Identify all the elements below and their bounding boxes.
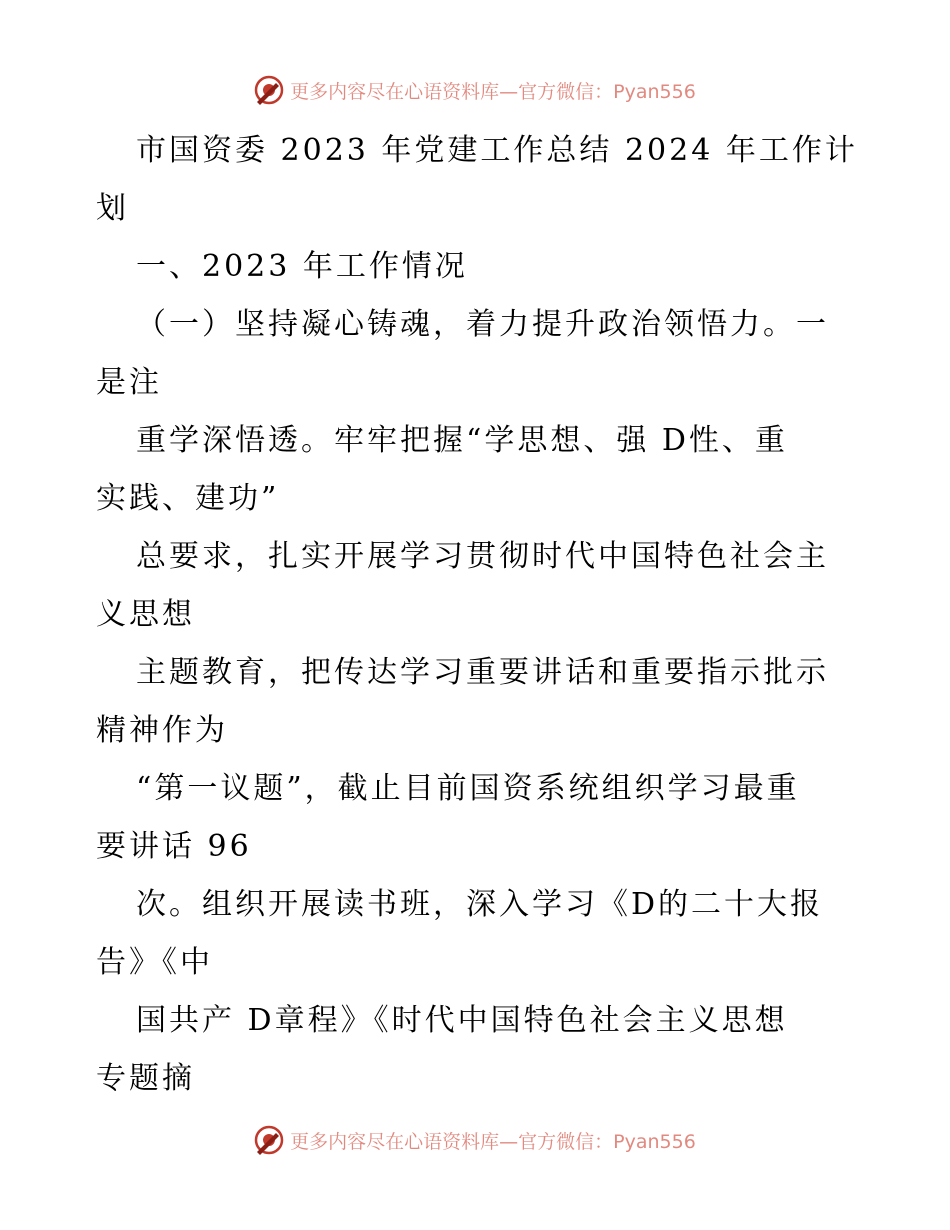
watermark-text: 更多内容尽在心语资料库—官方微信：Pyan556	[290, 80, 696, 103]
text-line: 要讲话 96	[96, 829, 252, 864]
text-line: 重学深悟透。牢牢把握“学思想、强 D性、重	[136, 423, 788, 458]
title-line-2: 划	[96, 191, 129, 226]
title-line-1: 市国资委 2023 年党建工作总结 2024 年工作计	[136, 133, 858, 168]
pen-logo-icon	[254, 75, 284, 105]
text-line: 精神作为	[96, 713, 228, 748]
pen-logo-icon	[254, 1125, 284, 1155]
watermark-text: 更多内容尽在心语资料库—官方微信：Pyan556	[290, 1130, 696, 1153]
text-line: “第一议题”，截止目前国资系统组织学习最重	[136, 771, 800, 806]
document-body	[96, 122, 856, 1108]
subsection-heading: （一）坚持凝心铸魂，着力提升政治领悟力。一	[136, 307, 829, 342]
footer-watermark	[0, 1120, 950, 1160]
text-line: 主题教育，把传达学习重要讲话和重要指示批示	[136, 655, 829, 690]
text-line: 告》《中	[96, 945, 213, 980]
text-line: 实践、建功”	[96, 481, 280, 516]
text-line: 国共产 D章程》《时代中国特色社会主义思想	[136, 1003, 788, 1038]
section-heading: 一、2023 年工作情况	[136, 249, 468, 284]
text-line: 总要求，扎实开展学习贯彻时代中国特色社会主	[136, 539, 829, 574]
text-line: 专题摘	[96, 1061, 195, 1096]
text-line: 是注	[96, 365, 162, 400]
header-watermark	[0, 70, 950, 110]
text-line: 义思想	[96, 597, 195, 632]
text-line: 次。组织开展读书班，深入学习《D的二十大报	[136, 887, 824, 922]
